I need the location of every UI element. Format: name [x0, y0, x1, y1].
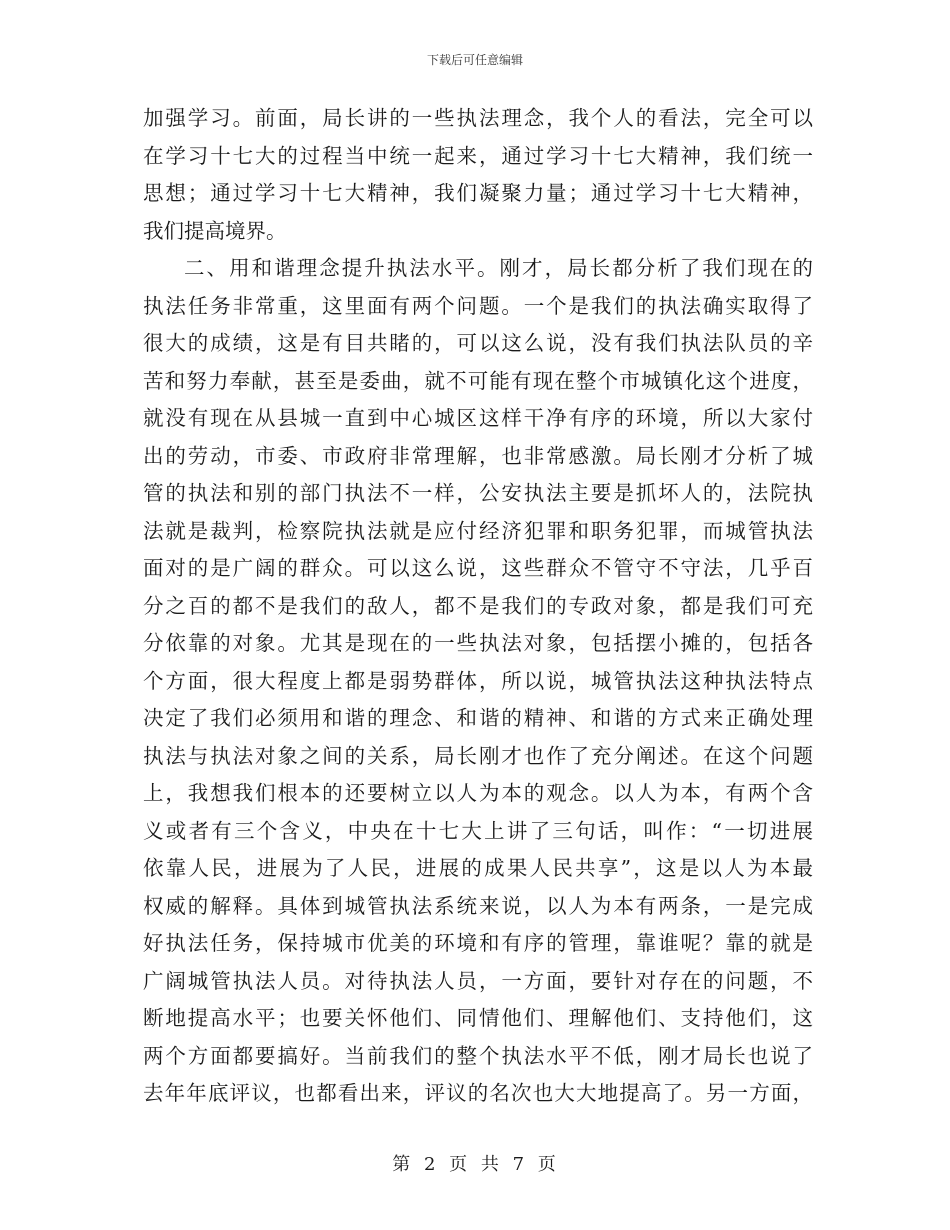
- text-line: 出的劳动，市委、市政府非常理解，也非常感激。局长刚才分析了城: [143, 443, 813, 468]
- text-line: 苦和努力奉献，甚至是委曲，就不可能有现在整个市城镇化这个进度，: [143, 368, 813, 393]
- paragraph-start-line: 二、用和谐理念提升执法水平。刚才，局长都分析了我们现在的: [184, 256, 813, 280]
- text-line: 义或者有三个含义，中央在十七大上讲了三句话，叫作：“一切进展: [143, 818, 813, 843]
- text-line: 思想；通过学习十七大精神，我们凝聚力量；通过学习十七大精神，: [143, 181, 813, 205]
- text-line: 法就是裁判，检察院执法就是应付经济犯罪和职务犯罪，而城管执法: [143, 518, 813, 543]
- document-body: [143, 100, 813, 1113]
- text-line: 就没有现在从县城一直到中心城区这样干净有序的环境，所以大家付: [143, 406, 813, 430]
- text-line: 依靠人民，进展为了人民，进展的成果人民共享”，这是以人为本最: [143, 856, 813, 880]
- text-line: 管的执法和别的部门执法不一样，公安执法主要是抓坏人的，法院执: [143, 481, 813, 505]
- text-line: 好执法任务，保持城市优美的环境和有序的管理，靠谁呢？靠的就是: [143, 931, 813, 955]
- text-line: 去年年底评议，也都看出来，评议的名次也大大地提高了。另一方面，: [143, 1081, 813, 1105]
- text-line: 在学习十七大的过程当中统一起来，通过学习十七大精神，我们统一: [143, 143, 813, 168]
- text-line: 上，我想我们根本的还要树立以人为本的观念。以人为本，有两个含: [143, 781, 813, 805]
- text-line: 加强学习。前面，局长讲的一些执法理念，我个人的看法，完全可以: [143, 106, 813, 130]
- text-line: 个方面，很大程度上都是弱势群体，所以说，城管执法这种执法特点: [143, 668, 813, 693]
- text-line: 执法任务非常重，这里面有两个问题。一个是我们的执法确实取得了: [143, 293, 813, 318]
- text-line: 分之百的都不是我们的敌人，都不是我们的专政对象，都是我们可充: [143, 593, 813, 618]
- text-line: 面对的是广阔的群众。可以这么说，这些群众不管守不守法，几乎百: [143, 556, 813, 580]
- page-number: 第 2 页 共 7 页: [392, 1154, 558, 1175]
- text-line: 权威的解释。具体到城管执法系统来说，以人为本有两条，一是完成: [143, 893, 813, 918]
- text-line: 断地提高水平；也要关怀他们、同情他们、理解他们、支持他们，这: [143, 1006, 813, 1030]
- text-line: 执法与执法对象之间的关系，局长刚才也作了充分阐述。在这个问题: [143, 743, 813, 768]
- text-line: 决定了我们必须用和谐的理念、和谐的精神、和谐的方式来正确处理: [143, 706, 813, 730]
- text-line: 我们提高境界。: [143, 218, 287, 243]
- text-line: 广阔城管执法人员。对待执法人员，一方面，要针对存在的问题，不: [143, 968, 813, 993]
- text-line: 两个方面都要搞好。当前我们的整个执法水平不低，刚才局长也说了: [143, 1043, 813, 1068]
- page-header-note: 下载后可任意编辑: [426, 53, 523, 67]
- text-line: 分依靠的对象。尤其是现在的一些执法对象，包括摆小摊的，包括各: [143, 631, 813, 655]
- text-line: 很大的成绩，这是有目共睹的，可以这么说，没有我们执法队员的辛: [143, 331, 813, 355]
